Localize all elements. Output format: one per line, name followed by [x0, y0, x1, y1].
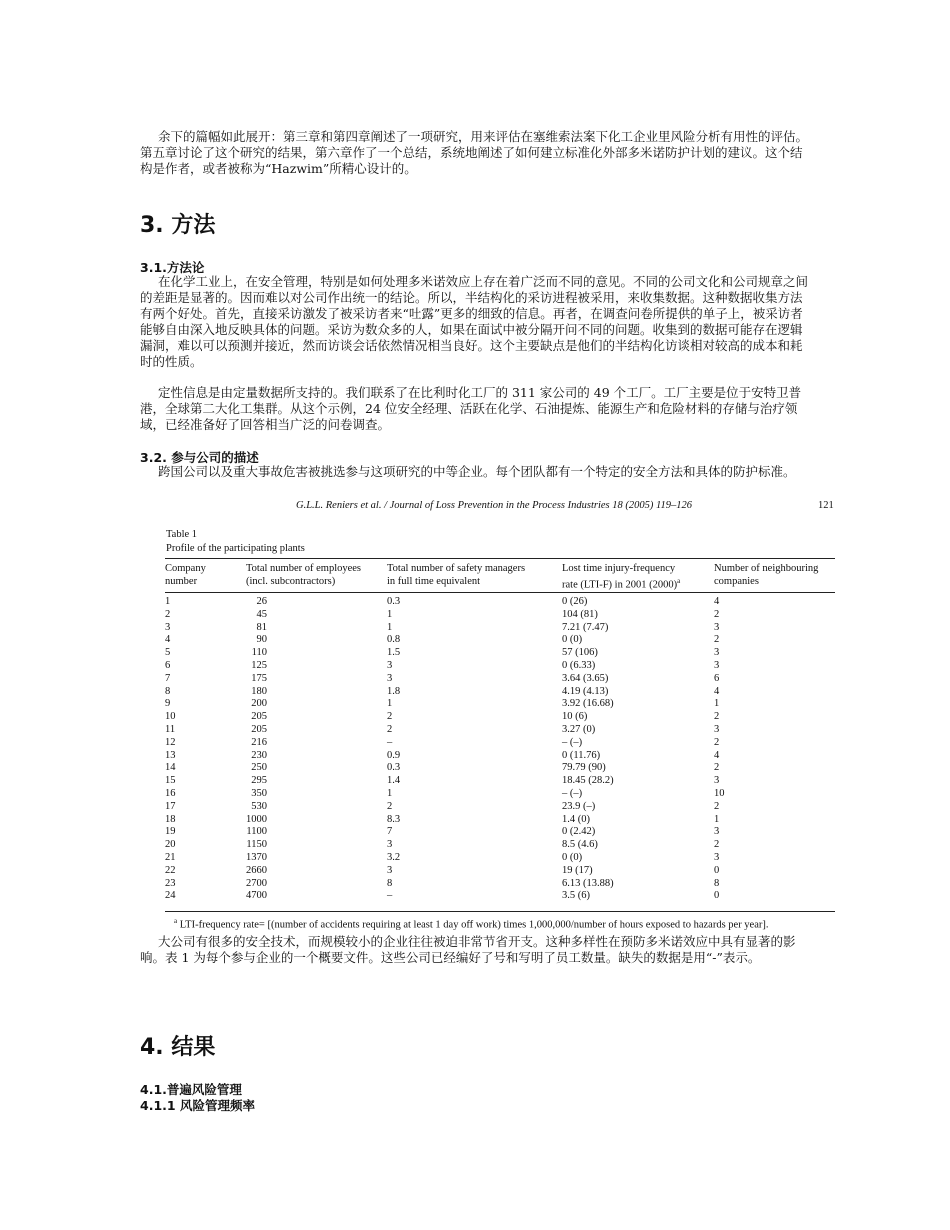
table-cell: 216: [251, 736, 267, 748]
table-cell: 3: [714, 647, 720, 659]
table-cell: 0.3: [387, 762, 401, 774]
table-cell: 2: [714, 634, 720, 646]
table-cell: 6: [714, 672, 720, 684]
table-cell: 1.4 (0): [562, 813, 590, 825]
page-number: 121: [818, 500, 834, 511]
table-cell: 8: [387, 877, 393, 889]
table-cell: 90: [256, 634, 267, 646]
table-cell: 3: [714, 621, 720, 633]
table-cell: 3.64 (3.65): [562, 672, 609, 684]
header-lti-rate: Lost time injury-frequency rate (LTI-F) in 2001 $(2000)^a$: [562, 563, 681, 591]
table-cell: 57 (106): [562, 647, 598, 659]
table-cell: 2660: [246, 864, 267, 876]
table-footnote: $^a$ LTI-frequency rate= [(number of accidents requiring at least 1 day off work) times 1,000,000/number of hours exposed to hazards per year].: [174, 917, 769, 931]
table-row: [165, 864, 835, 877]
table-cell: 13: [165, 749, 176, 761]
table-cell: 9: [165, 698, 171, 710]
section-3-heading: 3. 方法: [140, 213, 216, 238]
table-cell: 1: [387, 621, 393, 633]
journal-header: G.L.L. Reniers et al. / Journal of Loss Prevention in the Process Industries 18 (2005) 119–126: [296, 500, 692, 511]
table-cell: 1000: [246, 813, 267, 825]
table-row: [165, 800, 835, 813]
table-cell: 1100: [246, 826, 267, 838]
table-cell: –: [387, 890, 393, 902]
table-cell: 180: [251, 685, 267, 697]
table-cell: 20: [165, 839, 176, 851]
table-cell: 4: [165, 634, 171, 646]
table-cell: 18.45 (28.2): [562, 775, 614, 787]
table-cell: 2: [714, 800, 720, 812]
table-cell: 24: [165, 890, 176, 902]
table-cell: 2: [714, 762, 720, 774]
table-cell: 23.9 (–): [562, 800, 596, 812]
section-4-1-heading: 4.1.普遍风险管理: [140, 1082, 242, 1097]
table-cell: 3: [714, 852, 720, 863]
table-cell: 1150: [246, 839, 267, 851]
table-row: [165, 736, 835, 749]
table-cell: 4: [714, 596, 720, 607]
table-cell: 21: [165, 852, 176, 863]
table-cell: 45: [256, 608, 267, 620]
table-cell: 3.2: [387, 852, 401, 863]
table-cell: 3: [714, 724, 720, 735]
table-cell: 3: [714, 826, 720, 838]
table-cell: 8.3: [387, 813, 401, 825]
table-cell: 350: [251, 788, 267, 799]
table-cell: 1: [387, 608, 393, 620]
intro-paragraph: 余下的篇幅如此展开：第三章和第四章阐述了一项研究，用来评估在塞维索法案下化工企业里风险分析有用性的评估。第五章讨论了这个研究的结果，第六章作了一个总结，系统地阐述了如何建立标准化外部多米诺防护计划的建议。这个结构是作者，或者被称为“Hazwim”所精心设计的。: [140, 129, 809, 176]
table-cell: 17: [165, 800, 176, 812]
table-cell: 104 (81): [562, 608, 598, 620]
table-cell: 3: [714, 775, 720, 787]
table-row: [165, 595, 835, 608]
table-cell: 230: [251, 749, 267, 761]
table-cell: 0 (26): [562, 596, 588, 607]
table-cell: 2: [387, 800, 393, 812]
table-row: [165, 633, 835, 646]
table-cell: 0 (0): [562, 634, 583, 646]
table-cell: 1.4: [387, 775, 401, 787]
table-cell: 1.5: [387, 647, 401, 659]
table-cell: 0: [714, 890, 720, 902]
table-cell: 19 (17): [562, 864, 593, 876]
table-cell: 4: [714, 685, 720, 697]
table-header-rule: [165, 592, 835, 593]
company-description-paragraph: 跨国公司以及重大事故危害被挑选参与这项研究的中等企业。每个团队都有一个特定的安全方法和具体的防护标准。: [158, 464, 796, 479]
table-row: [165, 851, 835, 864]
table-cell: 2: [165, 608, 171, 620]
table-row: [165, 749, 835, 762]
table-cell: 19: [165, 826, 176, 838]
table-cell: 0: [714, 864, 720, 876]
table-cell: 6: [165, 660, 171, 671]
table-cell: 3: [387, 660, 393, 671]
section-3-2-heading: 3.2. 参与公司的描述: [140, 450, 259, 465]
table-caption: Profile of the participating plants: [166, 543, 305, 554]
table-cell: 295: [251, 775, 267, 787]
table-row: [165, 787, 835, 800]
table-bottom-rule: [165, 911, 835, 912]
table-cell: 205: [251, 724, 267, 735]
header-neighbouring: Number of neighbouring companies: [714, 563, 819, 587]
section-3-1-heading: 3.1.方法论: [140, 260, 205, 275]
table-row: [165, 813, 835, 826]
table-cell: 4700: [246, 890, 267, 902]
table-cell: 530: [251, 800, 267, 812]
table-cell: 2: [387, 711, 393, 723]
table-cell: 1: [387, 698, 393, 710]
table-row: [165, 825, 835, 838]
table-cell: 7: [165, 672, 171, 684]
table-cell: 125: [251, 660, 267, 671]
table-row: [165, 621, 835, 634]
table-cell: 110: [251, 647, 267, 659]
table-cell: 79.79 (90): [562, 762, 606, 774]
table-cell: 1: [387, 788, 393, 799]
table-cell: 26: [256, 596, 267, 607]
table-cell: 8: [714, 877, 720, 889]
table-cell: 2: [714, 608, 720, 620]
table-cell: 16: [165, 788, 176, 799]
table-cell: 81: [256, 621, 267, 633]
table-row: [165, 761, 835, 774]
table-cell: 0 (2.42): [562, 826, 596, 838]
table-cell: 2: [714, 736, 720, 748]
section-4-1-1-heading: 4.1.1 风险管理频率: [140, 1098, 255, 1113]
table-cell: 6.13 (13.88): [562, 877, 614, 889]
table-cell: – (–): [562, 736, 583, 748]
table-cell: 15: [165, 775, 176, 787]
table-cell: 8.5 (4.6): [562, 839, 598, 851]
table-cell: 1: [165, 596, 171, 607]
table-top-rule: [165, 558, 835, 559]
table-cell: 10: [165, 711, 176, 723]
methodology-paragraph-2: 定性信息是由定量数据所支持的。我们联系了在比利时化工厂的 311 家公司的 49 个工厂。工厂主要是位于安特卫普港，全球第二大化工集群。从这个示例，24 位安全经理、活跃在化学、石油提炼、能源生产和危险材料的存储与治疗领域，已经准备好了回答相当广泛的问卷调查。: [140, 385, 802, 432]
table-cell: 3: [387, 839, 393, 851]
table-row: [165, 608, 835, 621]
table-cell: 14: [165, 762, 176, 774]
table-row: [165, 877, 835, 890]
table-cell: 2: [387, 724, 393, 735]
table-row: [165, 889, 835, 902]
table-row: [165, 723, 835, 736]
table-cell: 4: [714, 749, 720, 761]
table-cell: 3: [387, 672, 393, 684]
table-cell: 250: [251, 762, 267, 774]
table-cell: 1: [714, 813, 720, 825]
header-employees: Total number of employees (incl. subcontractors): [246, 563, 362, 587]
table-cell: 7.21 (7.47): [562, 621, 609, 633]
table-cell: 11: [165, 724, 176, 735]
table-cell: 18: [165, 813, 176, 825]
table-row: [165, 774, 835, 787]
table-cell: 2: [714, 839, 720, 851]
table-row: [165, 838, 835, 851]
table-cell: 3: [714, 660, 720, 671]
table-cell: 1.8: [387, 685, 401, 697]
table-row: [165, 646, 835, 659]
table-cell: 0.9: [387, 749, 401, 761]
table-cell: 0 (0): [562, 852, 583, 863]
table-cell: 3.5 (6): [562, 890, 590, 902]
table-row: [165, 659, 835, 672]
table-cell: 1370: [246, 852, 267, 863]
table-cell: 12: [165, 736, 176, 748]
header-company-number: Company number: [165, 563, 206, 587]
after-table-paragraph: 大公司有很多的安全技术，而规模较小的企业往往被迫非常节省开支。这种多样性在预防多米诺效应中具有显著的影响。表 1 为每个参与企业的一个概要文件。这些公司已经编好了号和写明了员工数量。缺失的数据是用“-”表示。: [140, 934, 796, 965]
methodology-paragraph-1: 在化学工业上，在安全管理，特别是如何处理多米诺效应上存在着广泛而不同的意见。不同的公司文化和公司规章之间的差距是显著的。因而难以对公司作出统一的结论。所以，半结构化的采访进程被采用，来收集数据。这种数据收集方法有两个好处。首先，直接采访激发了被采访者来“吐露”更多的细致的信息。再者，在调查问卷所提供的单子上，被采访者能够自由深入地反映具体的问题。采访为数众多的人，如果在面试中被分隔开问不同的问题。收集到的数据可能存在逻辑漏洞，难以可以预测并接近，然而访谈会话依然情况相当良好。这个主要缺点是他们的半结构化访谈相对较高的成本和耗时的性质。: [140, 274, 809, 369]
table-row: [165, 697, 835, 710]
table-cell: – (–): [562, 788, 583, 799]
table-cell: 5: [165, 647, 171, 659]
table-row: [165, 710, 835, 723]
section-4-heading: 4. 结果: [140, 1035, 216, 1060]
table-cell: 175: [251, 672, 267, 684]
table-cell: 0 (11.76): [562, 749, 601, 761]
table-label: Table 1: [166, 529, 198, 540]
table-cell: 3.27 (0): [562, 724, 596, 735]
table-row: [165, 672, 835, 685]
table-cell: 4.19 (4.13): [562, 685, 609, 697]
table-cell: 2: [714, 711, 720, 723]
table-cell: 22: [165, 864, 176, 876]
table-cell: 2700: [246, 877, 267, 889]
table-cell: 23: [165, 877, 176, 889]
table-cell: 1: [714, 698, 720, 710]
table-cell: 0.3: [387, 596, 401, 607]
header-safety-managers: Total number of safety managers in full time equivalent: [387, 563, 526, 587]
table-cell: –: [387, 736, 393, 748]
table-cell: 3.92 (16.68): [562, 698, 614, 710]
table-cell: 10 (6): [562, 711, 588, 723]
table-cell: 3: [387, 864, 393, 876]
table-cell: 7: [387, 826, 393, 838]
table-cell: 205: [251, 711, 267, 723]
table-cell: 3: [165, 621, 171, 633]
table-cell: 0.8: [387, 634, 401, 646]
table-cell: 8: [165, 685, 171, 697]
table-cell: 0 (6.33): [562, 660, 596, 671]
table-row: [165, 685, 835, 698]
table-cell: 10: [714, 788, 725, 799]
table-cell: 200: [251, 698, 267, 710]
